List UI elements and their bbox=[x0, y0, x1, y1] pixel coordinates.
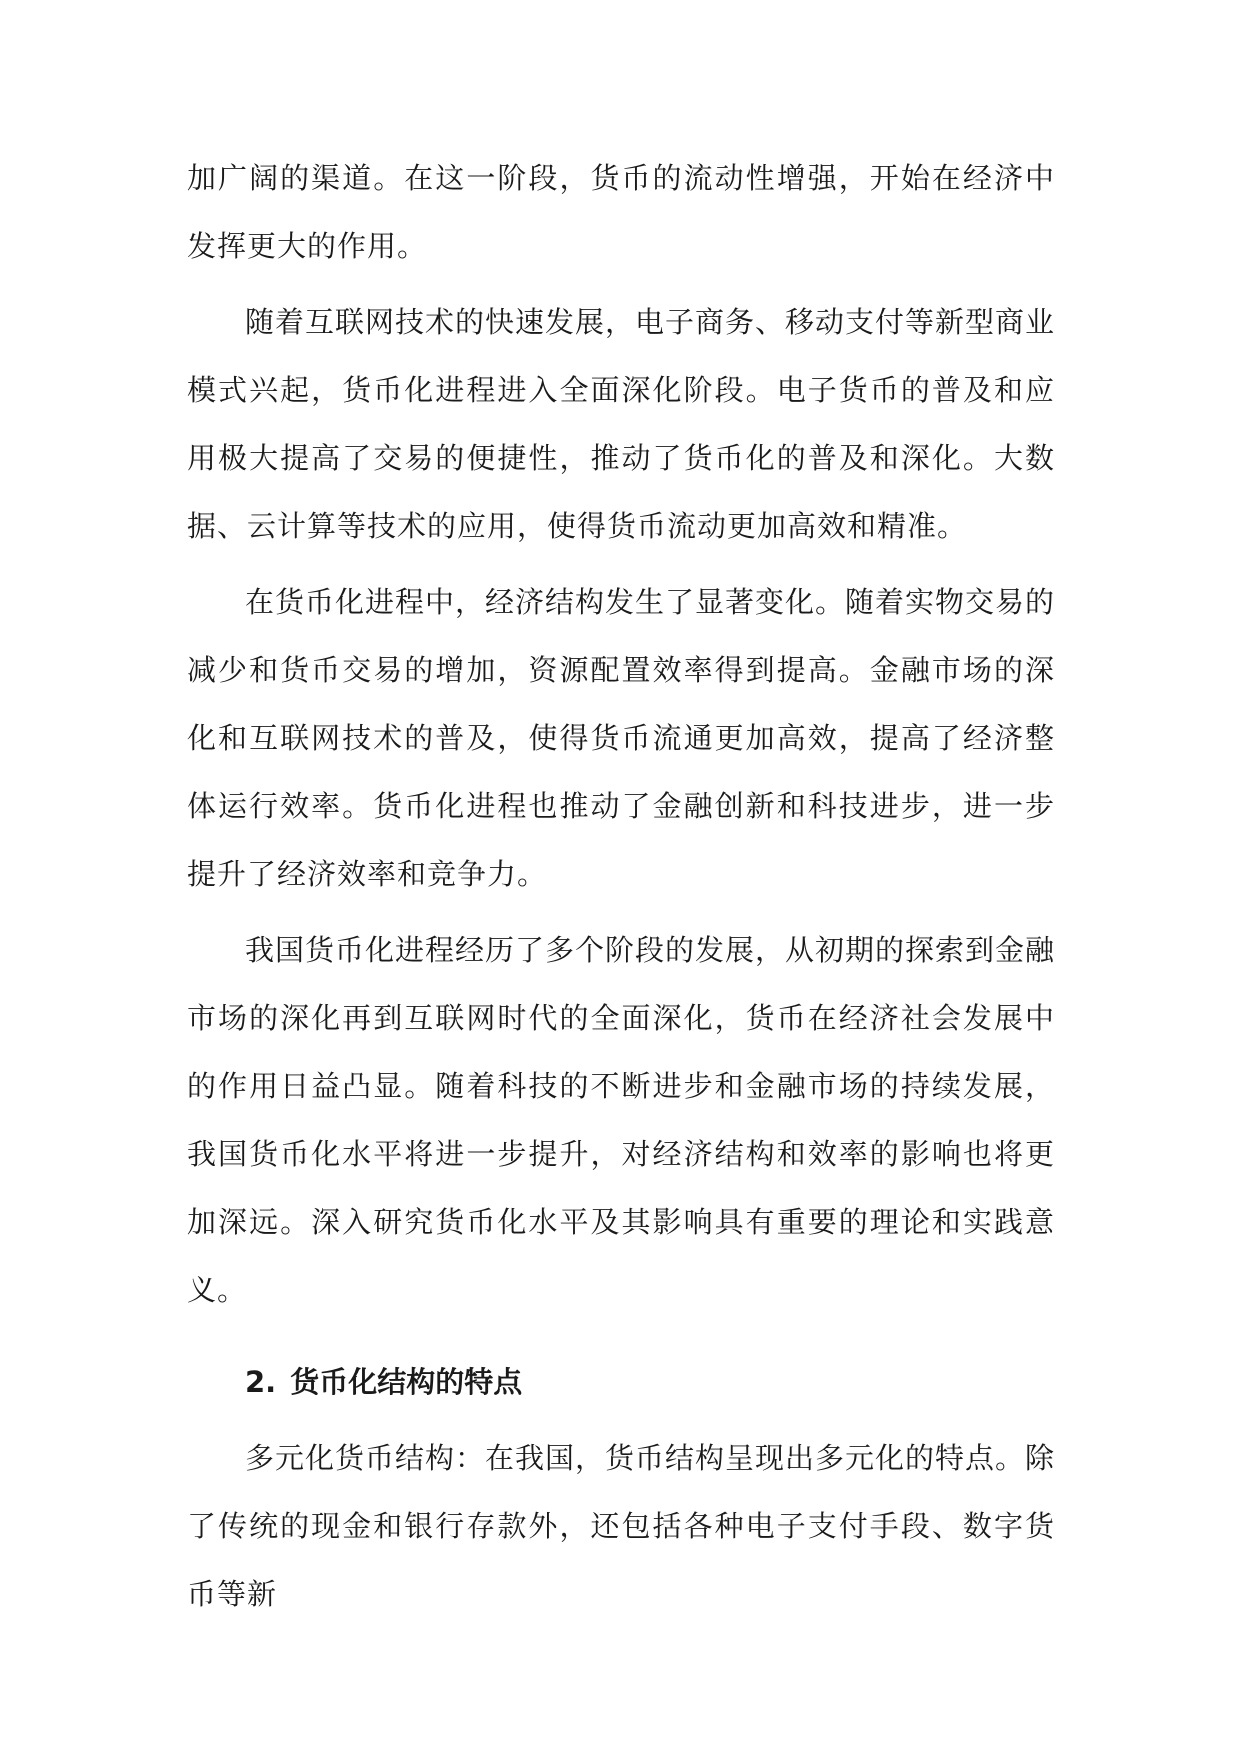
document-body bbox=[187, 144, 1055, 1628]
section-heading bbox=[187, 1348, 1055, 1416]
paragraph-gap bbox=[187, 560, 1055, 568]
paragraph-gap bbox=[187, 280, 1055, 288]
section-number: 2. bbox=[245, 1365, 277, 1399]
paragraph-diversified-structure: 多元化货币结构：在我国，货币结构呈现出多元化的特点。除了传统的现金和银行存款外，还包括各种电子支付手段、数字货币等新 bbox=[187, 1441, 1056, 1611]
paragraph-continuation: 加广阔的渠道。在这一阶段，货币的流动性增强，开始在经济中发挥更大的作用。 bbox=[187, 161, 1055, 263]
paragraph-gap bbox=[187, 908, 1055, 916]
paragraph-economic-structure: 在货币化进程中，经济结构发生了显著变化。随着实物交易的减少和货币交易的增加，资源配置效率得到提高。金融市场的深化和互联网技术的普及，使得货币流通更加高效，提高了经济整体运行效率。货币化进程也推动了金融创新和科技进步，进一步提升了经济效率和竞争力。 bbox=[187, 585, 1056, 891]
paragraph-monetization-stages: 我国货币化进程经历了多个阶段的发展，从初期的探索到金融市场的深化再到互联网时代的全面深化，货币在经济社会发展中的作用日益凸显。随着科技的不断进步和金融市场的持续发展，我国货币化水平将进一步提升，对经济结构和效率的影响也将更加深远。深入研究货币化水平及其影响具有重要的理论和实践意义。 bbox=[187, 933, 1056, 1307]
section-title: 货币化结构的特点 bbox=[290, 1365, 523, 1399]
paragraph-internet-development: 随着互联网技术的快速发展，电子商务、移动支付等新型商业模式兴起，货币化进程进入全面深化阶段。电子货币的普及和应用极大提高了交易的便捷性，推动了货币化的普及和深化。大数据、云计算等技术的应用，使得货币流动更加高效和精准。 bbox=[187, 305, 1056, 543]
